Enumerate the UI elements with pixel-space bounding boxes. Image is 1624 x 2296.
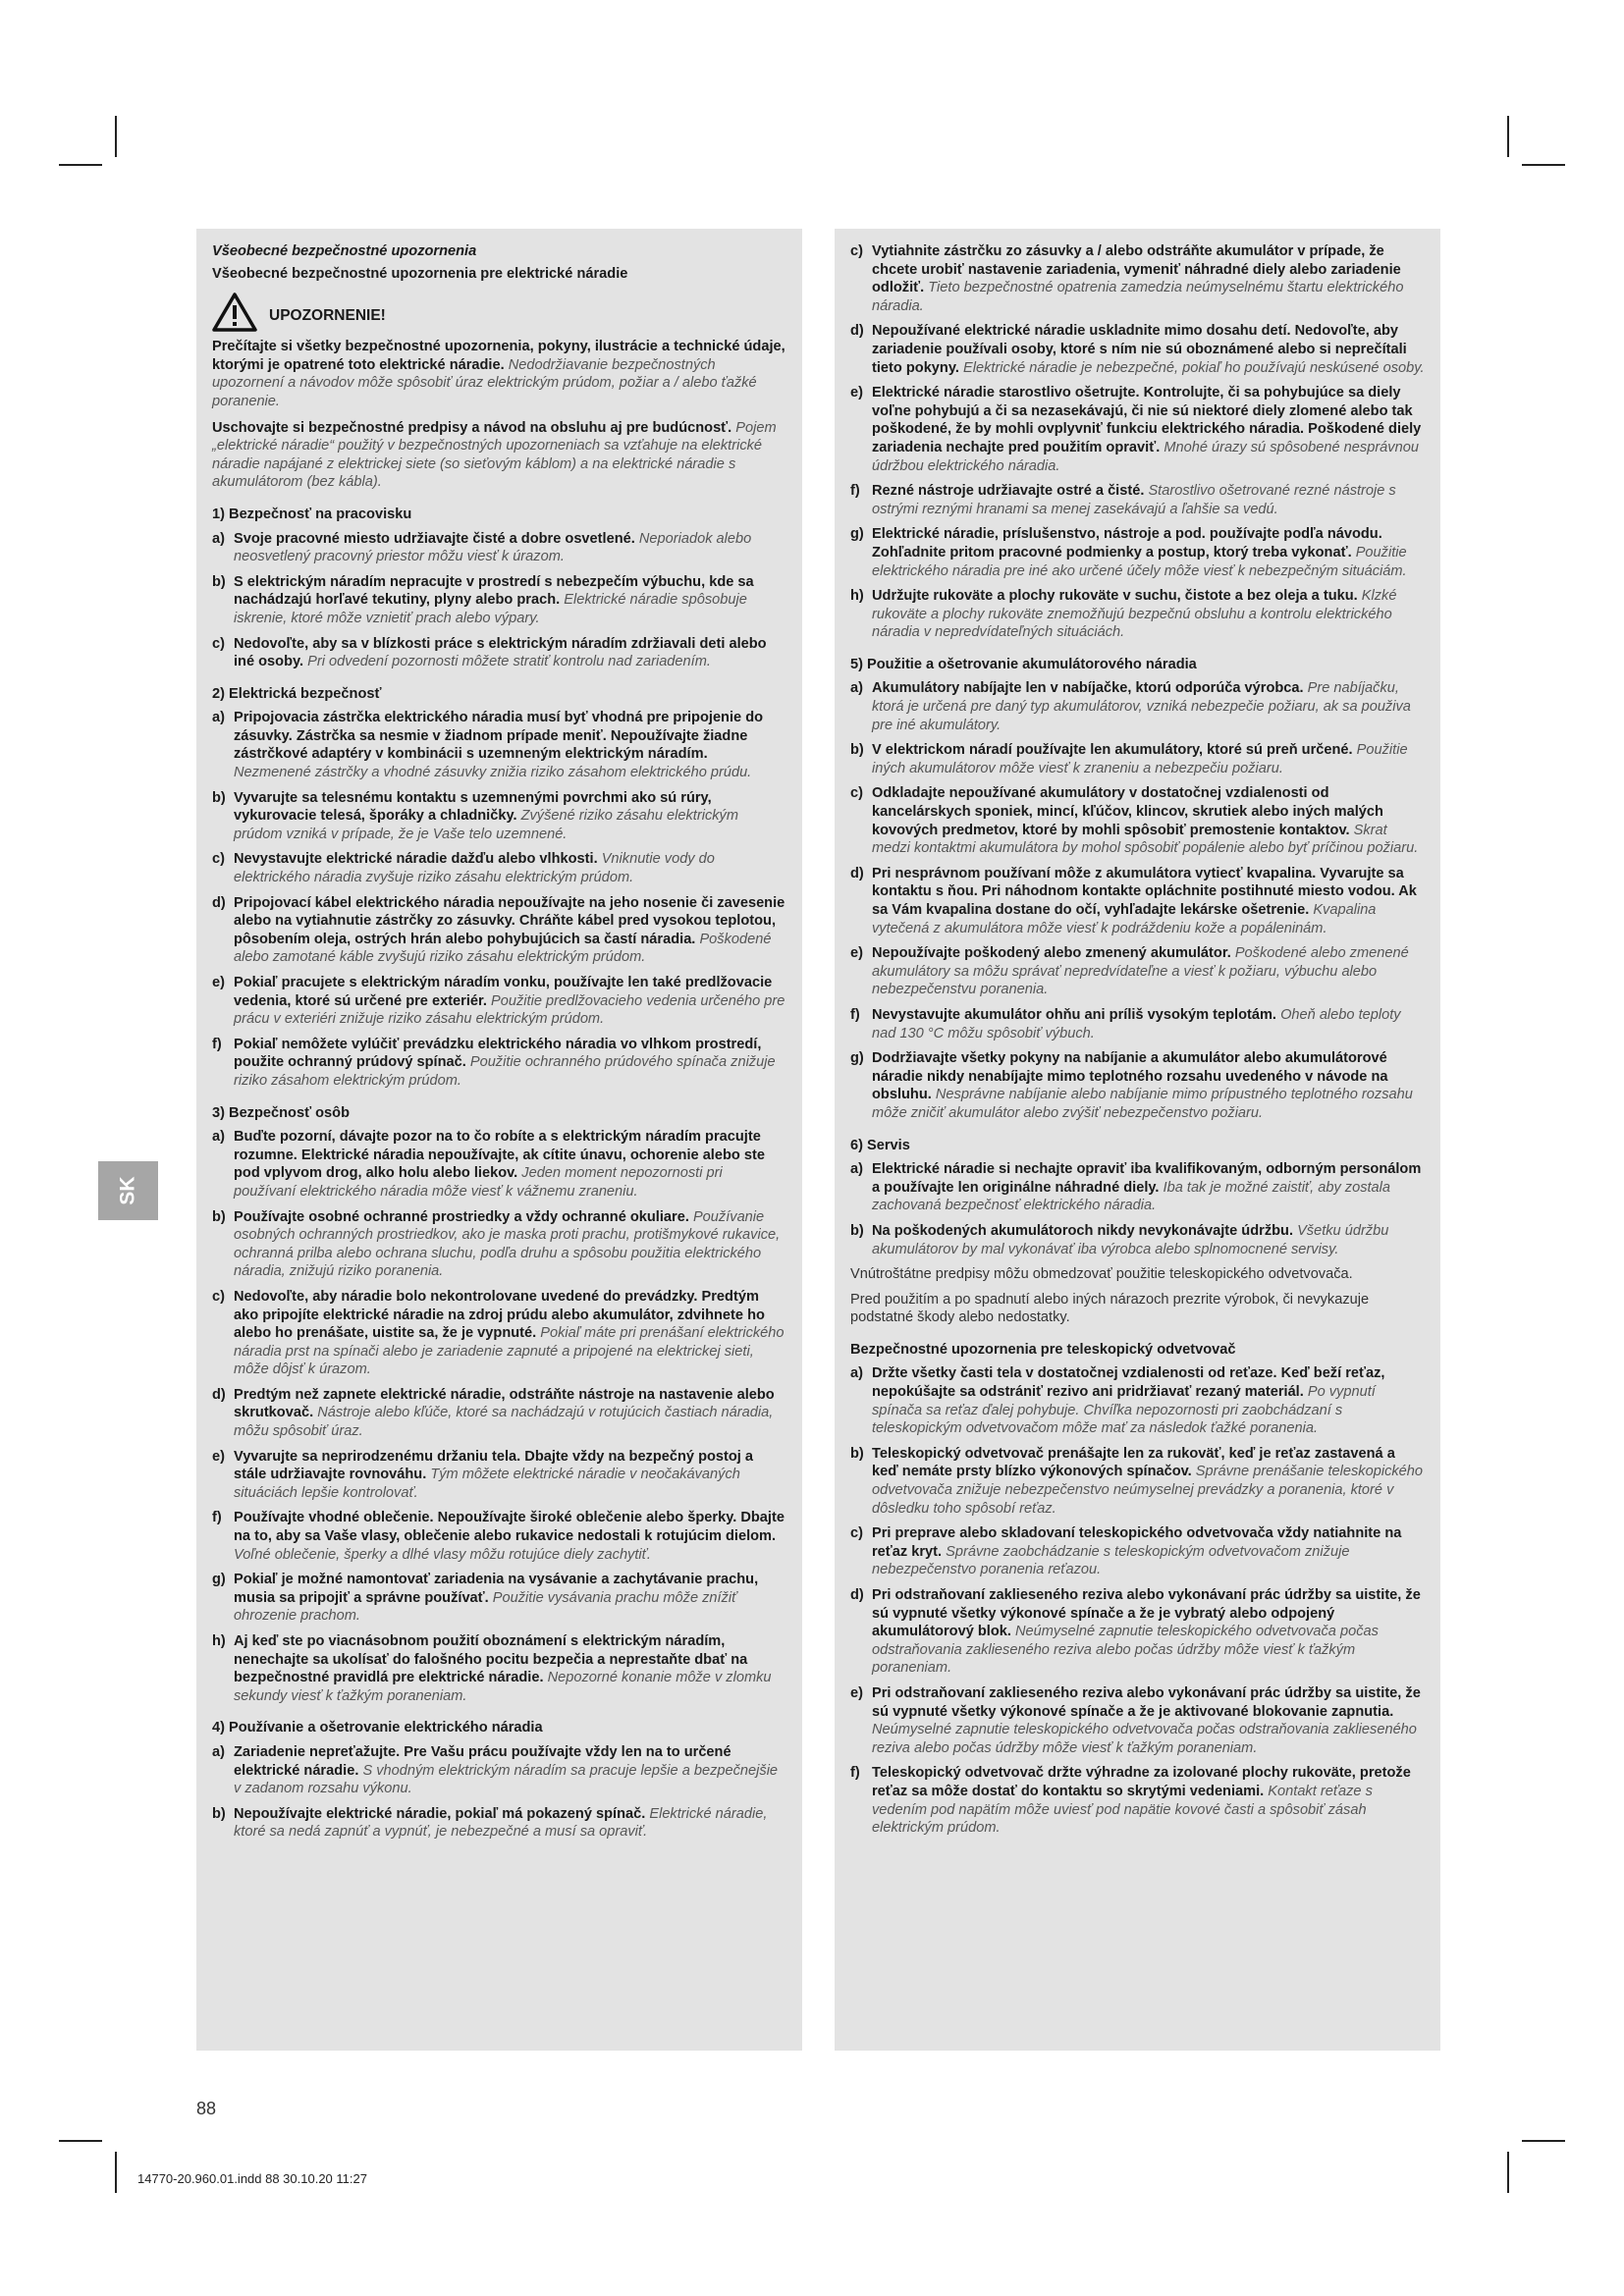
- list-item: [212, 1448, 786, 1503]
- item-letter: e): [850, 385, 863, 401]
- item-list: [212, 1128, 786, 1705]
- item-text: [234, 1448, 786, 1503]
- list-item: [850, 1006, 1425, 1042]
- item-text: [234, 1571, 786, 1626]
- intro-paragraph: Prečítajte si všetky bezpečnostné upozornenia, pokyny, ilustrácie a technické údaje, ktorými je opatrené toto elektrické náradie. Nedodržiavanie bezpečnostných upozornení a návodov môže spôsobiť úraz elektrickým prúdom, požiar a / alebo ťažké poranenie.: [212, 339, 785, 409]
- item-text: [872, 1445, 1425, 1518]
- section-title: 4) Používanie a ošetrovanie elektrického náradia: [212, 1720, 543, 1736]
- item-note-text: Použitie ochranného prúdového spínača znižuje riziko zásahom elektrickým prúdom.: [234, 1054, 776, 1089]
- list-item: [212, 635, 786, 671]
- item-note-text: Starostlivo ošetrované rezné nástroje s ostrými reznými hranami sa menej zasekávajú a ľahšie sa vedú.: [872, 483, 1396, 517]
- item-text: [872, 944, 1425, 999]
- item-bold-text: Na poškodených akumulátoroch nikdy nevykonávajte údržbu.: [872, 1222, 1293, 1239]
- item-letter: c): [212, 1288, 225, 1305]
- item-text: [872, 865, 1425, 937]
- list-item: [850, 1684, 1425, 1757]
- item-bold-text: Používajte osobné ochranné prostriedky a vždy ochranné okuliare.: [234, 1208, 689, 1225]
- item-bold-text: Nepoužívajte elektrické náradie, pokiaľ má pokazený spínač.: [234, 1805, 646, 1822]
- item-note-text: Pokiaľ máte pri prenášaní elektrického náradia prst na spínači alebo je zariadenie zapnuté a pripojené na elektrickej sieti, môže dôjsť k úrazom.: [234, 1325, 785, 1378]
- item-bold-text: Nevystavujte elektrické náradie dažďu alebo vlhkosti.: [234, 851, 598, 868]
- list-item: [212, 1509, 786, 1564]
- section-title: 2) Elektrická bezpečnosť: [212, 685, 382, 702]
- item-note-text: Použitie vysávania prachu môže znížiť ohrozenie prachom.: [234, 1589, 737, 1625]
- item-bold-text: Pokiaľ je možné namontovať zariadenia na vysávanie a zachytávanie prachu, musia sa pripojiť a správne používať.: [234, 1572, 759, 1606]
- item-text: [872, 1006, 1425, 1042]
- item-letter: b): [850, 742, 864, 759]
- list-item: [212, 1036, 786, 1091]
- item-bold-text: Pokiaľ pracujete s elektrickým náradím vonku, používajte len také predlžovacie vedenia, ktoré sú určené pre exteriér.: [234, 975, 773, 1009]
- item-list: [850, 1364, 1425, 1837]
- item-note-text: Nepozorné konanie môže v zlomku sekundy viesť k ťažkým poraneniam.: [234, 1670, 772, 1704]
- item-text: [234, 974, 786, 1029]
- list-item: [850, 1049, 1425, 1122]
- list-item: [850, 1160, 1425, 1215]
- list-item: [850, 587, 1425, 642]
- item-note-text: Poškodené alebo zamotané káble zvyšujú riziko zásahu elektrickým prúdom.: [234, 931, 772, 966]
- item-bold-text: Pri preprave alebo skladovaní teleskopického odvetvovača vždy natiahnite na reťaz kryt.: [872, 1525, 1402, 1560]
- item-note-text: Správne zaobchádzanie s teleskopickým odvetvovačom znižuje nebezpečenstvo poranenia reťazou.: [872, 1543, 1350, 1578]
- item-letter: e): [212, 975, 225, 990]
- item-bold-text: Nedovoľte, aby sa v blízkosti práce s elektrickým náradím zdržiavali deti alebo iné osoby.: [234, 635, 767, 670]
- section: [212, 685, 786, 1091]
- item-bold-text: Akumulátory nabíjajte len v nabíjačke, ktorú odporúča výrobca.: [872, 680, 1304, 697]
- item-note-text: Kontakt reťaze s vedením pod napätím môže uviesť pod napätie kovové časti a spôsobiť zásah elektrickým prúdom.: [872, 1783, 1373, 1837]
- item-bold-text: V elektrickom náradí používajte len akumulátory, ktoré sú preň určené.: [872, 742, 1353, 759]
- item-note-text: Voľné oblečenie, šperky a dlhé vlasy môžu rotujúce diely zachytiť.: [234, 1546, 651, 1563]
- item-note-text: Pri odvedení pozornosti môžete stratiť kontrolu nad zariadením.: [307, 654, 711, 670]
- item-text: [234, 1128, 786, 1201]
- item-list: [850, 679, 1425, 1122]
- item-note-text: Správne prenášanie teleskopického odvetvovača znižuje nebezpečenstvo neúmyselnej prevádzky a poranenia, ktoré v dôsledku toho spôsobí reťaz.: [872, 1464, 1424, 1517]
- item-letter: h): [212, 1633, 226, 1649]
- item-bold-text: Teleskopický odvetvovač prenášajte len za rukoväť, keď je reťaz zastavená a keď nemáte prsty blízko výkonových spínačov.: [872, 1445, 1395, 1480]
- section-title: 3) Bezpečnosť osôb: [212, 1104, 350, 1121]
- item-bold-text: Elektrické náradie si nechajte opraviť iba kvalifikovaným, odborným personálom a používajte len originálne náhradné diely.: [872, 1161, 1422, 1196]
- item-text: [872, 482, 1425, 518]
- item-text: [872, 1222, 1425, 1258]
- item-bold-text: Elektrické náradie, príslušenstvo, nástroje a pod. používajte podľa návodu. Zohľadnite pritom pracovné podmienky a postup, ktorý treba vykonať.: [872, 526, 1382, 561]
- item-text: [234, 709, 786, 781]
- list-item: [212, 1128, 786, 1201]
- item-letter: f): [212, 1036, 222, 1052]
- item-text: [872, 525, 1425, 580]
- crop-mark: [115, 2152, 117, 2193]
- list-item: [850, 1364, 1425, 1437]
- list-item: [850, 242, 1425, 315]
- item-text: [234, 1036, 786, 1091]
- item-letter: f): [212, 1510, 222, 1526]
- list-item: [212, 850, 786, 886]
- item-letter: c): [212, 851, 225, 868]
- list-item: [212, 1288, 786, 1379]
- item-letter: h): [850, 588, 864, 605]
- item-letter: b): [850, 1445, 864, 1462]
- section-subheading: Všeobecné bezpečnostné upozornenia pre elektrické náradie: [212, 265, 628, 282]
- item-bold-text: Predtým než zapnete elektrické náradie, odstráňte nástroje na nastavenie alebo skrutkovač.: [234, 1386, 775, 1421]
- item-list: [850, 242, 1425, 642]
- section: [212, 1104, 786, 1706]
- item-bold-text: Zariadenie nepreťažujte. Pre Vašu prácu používajte vždy len na to určené elektrické náradie.: [234, 1743, 731, 1779]
- section: [850, 1137, 1425, 1259]
- section-title: 1) Bezpečnosť na pracovisku: [212, 506, 412, 522]
- item-bold-text: Svoje pracovné miesto udržiavajte čisté a dobre osvetlené.: [234, 530, 635, 547]
- crop-mark: [1507, 2152, 1509, 2193]
- item-note-text: Kvapalina vytečená z akumulátora môže viesť k podráždeniu kože a popáleninám.: [872, 902, 1377, 936]
- item-text: [234, 789, 786, 844]
- item-text: [234, 1386, 786, 1441]
- item-letter: d): [212, 1386, 226, 1403]
- item-bold-text: Pri nesprávnom používaní môže z akumulátora vytiecť kvapalina. Vyvarujte sa kontaktu s ňou. Pri náhodnom kontakte opláchnite postihnuté miesto vodou. Ak sa Vám kvapalina dostane do očí, vyhľadajte lekárske ošetrenie.: [872, 865, 1417, 918]
- section-heading: Všeobecné bezpečnostné upozornenia: [212, 243, 477, 259]
- item-note-text: Vniknutie vody do elektrického náradia zvyšuje riziko zásahu elektrickým prúdom.: [234, 851, 715, 886]
- section-title: 6) Servis: [850, 1137, 910, 1153]
- left-sections: [212, 506, 786, 1842]
- item-note-text: Použitie predlžovacieho vedenia určeného pre prácu v exteriéri znižuje riziko zásahu elektrickým prúdom.: [234, 992, 785, 1028]
- item-text: [872, 1524, 1425, 1579]
- section: [212, 1719, 786, 1842]
- item-letter: f): [850, 1006, 860, 1023]
- list-item: [850, 784, 1425, 857]
- list-item: [212, 1386, 786, 1441]
- item-text: [234, 850, 786, 886]
- item-letter: b): [212, 573, 226, 590]
- list-item: [850, 679, 1425, 734]
- item-letter: c): [212, 635, 225, 652]
- list-item: [212, 789, 786, 844]
- item-letter: b): [212, 1805, 226, 1822]
- section-title: Bezpečnostné upozornenia pre teleskopický odvetvovač: [850, 1341, 1236, 1358]
- item-letter: g): [850, 526, 864, 543]
- item-text: [872, 679, 1425, 734]
- item-list: [212, 709, 786, 1090]
- right-column: [835, 229, 1440, 2051]
- item-letter: a): [212, 1743, 225, 1760]
- list-item: [850, 525, 1425, 580]
- item-bold-text: Udržujte rukoväte a plochy rukoväte v suchu, čistote a bez oleja a tuku.: [872, 588, 1358, 605]
- item-list: [212, 530, 786, 671]
- item-note-text: Elektrické náradie, ktoré sa nedá zapnúť a vypnúť, je nebezpečné a musí sa opraviť.: [234, 1805, 768, 1841]
- item-text: [872, 384, 1425, 475]
- item-letter: a): [850, 1365, 863, 1382]
- item-list: [850, 1160, 1425, 1258]
- item-note-text: Použitie iných akumulátorov môže viesť k zraneniu a nebezpečiu požiaru.: [872, 742, 1408, 776]
- item-letter: f): [850, 1765, 860, 1782]
- section: [850, 242, 1425, 642]
- item-note-text: Klzké rukoväte a plochy rukoväte znemožňujú bezpečnú obsluhu a kontrolu elektrického náradia v nepredvídateľných situáciách.: [872, 588, 1397, 641]
- list-item: [850, 741, 1425, 777]
- item-text: [234, 530, 786, 566]
- item-letter: a): [212, 530, 225, 547]
- item-text: [234, 573, 786, 628]
- item-letter: b): [850, 1222, 864, 1239]
- item-bold-text: Vyvarujte sa telesnému kontaktu s uzemnenými povrchmi ako sú rúry, vykurovacie telesá, šporáky a chladničky.: [234, 789, 712, 825]
- list-item: [850, 865, 1425, 937]
- item-bold-text: Buďte pozorní, dávajte pozor na to čo robíte a s elektrickým náradím pracujte rozumne. Elektrické náradia nepoužívajte, ak cítite únavu, ochorenie alebo ste pod vplyvom drog, alko holu alebo liekov.: [234, 1129, 765, 1182]
- crop-mark: [115, 116, 117, 157]
- item-letter: g): [850, 1050, 864, 1067]
- item-list: [212, 1743, 786, 1842]
- item-letter: d): [212, 894, 226, 911]
- section-title: 5) Použitie a ošetrovanie akumulátorového náradia: [850, 656, 1197, 672]
- item-text: [872, 242, 1425, 315]
- item-bold-text: Dodržiavajte všetky pokyny na nabíjanie a akumulátor alebo akumulátorové náradie nikdy nenabíjajte mimo teplotného rozsahu uvedeného v návode na obsluhu.: [872, 1050, 1388, 1103]
- page-number: 88: [196, 2099, 217, 2118]
- item-bold-text: Rezné nástroje udržiavajte ostré a čisté.: [872, 483, 1145, 500]
- item-text: [872, 587, 1425, 642]
- item-note-text: Neúmyselné zapnutie teleskopického odvetvovača počas odstraňovania zaklieseného reziva alebo počas údržby môže viesť k ťažkým poraneniam.: [872, 1722, 1417, 1756]
- list-item: [212, 1805, 786, 1842]
- item-text: [872, 784, 1425, 857]
- warning-triangle-icon: [212, 293, 257, 332]
- item-note-text: Mnohé úrazy sú spôsobené nesprávnou údržbou elektrického náradia.: [872, 439, 1419, 474]
- section: [212, 506, 786, 671]
- list-item: [212, 974, 786, 1029]
- item-text: [872, 1364, 1425, 1437]
- item-note-text: Neporiadok alebo neosvetlený pracovný priestor môžu viesť k úrazom.: [234, 530, 752, 565]
- item-letter: c): [850, 785, 863, 802]
- item-text: [872, 1586, 1425, 1678]
- intro-paragraph: Uschovajte si bezpečnostné predpisy a návod na obsluhu aj pre budúcnosť. Pojem „elektrické náradie“ použitý v bezpečnostných upozorneniach sa vzťahuje na elektrické náradie napájané z elektrickej siete (so sieťovým káblom) a na elektrické náradie s akumulátorom (bez kábla).: [212, 419, 777, 491]
- list-item: [850, 1586, 1425, 1678]
- item-letter: e): [212, 1448, 225, 1465]
- crop-mark: [1522, 2140, 1565, 2142]
- item-bold-text: S elektrickým náradím nepracujte v prostredí s nebezpečím výbuchu, kde sa nachádzajú horľavé tekutiny, plyny alebo prach.: [234, 573, 754, 609]
- paragraph: Pred použitím a po spadnutí alebo iných nárazoch prezrite výrobok, či nevykazuje podstatné škody alebo nedostatky.: [850, 1291, 1370, 1326]
- item-bold-text: Držte všetky časti tela v dostatočnej vzdialenosti od reťaze. Keď beží reťaz, nepokúšajte sa odstrániť rezivo ani pridržiavať rezaný materiál.: [872, 1365, 1385, 1401]
- list-item: [850, 322, 1425, 377]
- item-bold-text: Používajte vhodné oblečenie. Nepoužívajte široké oblečenie alebo šperky. Dbajte na to, aby sa Vaše vlasy, oblečenie alebo rukavice nedostali k rotujúcim dielom.: [234, 1510, 785, 1545]
- item-bold-text: Vyvarujte sa neprirodzenému držaniu tela. Dbajte vždy na bezpečný postoj a stále udržiavajte rovnováhu.: [234, 1448, 754, 1483]
- item-bold-text: Vytiahnite zástrčku zo zásuvky a / alebo odstráňte akumulátor v prípade, že chcete urobiť nastavenie zariadenia, vymeniť náhradné diely alebo zariadenie odložiť.: [872, 243, 1401, 296]
- crop-mark: [59, 2140, 102, 2142]
- list-item: [212, 709, 786, 781]
- language-tab: [98, 1161, 158, 1220]
- item-note-text: Po vypnutí spínača sa reťaz ďalej pohybuje. Chvíľka nepozornosti pri zaobchádzaní s teleskopickým odvetvovačom môže mať za následok ťažké poranenia.: [872, 1384, 1376, 1437]
- list-item: [850, 1524, 1425, 1579]
- item-text: [234, 1208, 786, 1281]
- item-note-text: Nesprávne nabíjanie alebo nabíjanie mimo prípustného teplotného rozsahu môže zničiť akumulátor alebo zvýšiť nebezpečenstvo požiaru.: [872, 1087, 1413, 1121]
- item-bold-text: Pri odstraňovaní zaklieseného reziva alebo vykonávaní prác údržby sa uistite, že sú vypnuté všetky výkonové spínače a že je vybratý alebo odpojený akumulátorový blok.: [872, 1587, 1421, 1640]
- item-letter: e): [850, 945, 863, 962]
- list-item: [850, 384, 1425, 475]
- item-letter: b): [212, 789, 226, 806]
- list-item: [212, 530, 786, 566]
- item-letter: d): [850, 323, 864, 340]
- item-note-text: Zvýšené riziko zásahu elektrickým prúdom vzniká v prípade, že je Vaše telo uzemnené.: [234, 808, 739, 842]
- item-letter: a): [212, 710, 225, 726]
- item-text: [234, 1509, 786, 1564]
- item-text: [872, 1764, 1425, 1837]
- item-note-text: Elektrické náradie je nebezpečné, pokiaľ ho používajú neskúsené osoby.: [963, 359, 1425, 376]
- section: [850, 1341, 1425, 1838]
- item-note-text: S vhodným elektrickým náradím sa pracuje lepšie a bezpečnejšie v zadanom rozsahu výkonu.: [234, 1762, 779, 1797]
- item-bold-text: Teleskopický odvetvovač držte výhradne za izolované plochy rukoväte, pretože reťaz sa môže dostať do kontaktu so skrytými vedeniami.: [872, 1765, 1411, 1799]
- item-letter: c): [850, 1525, 863, 1542]
- item-text: [872, 322, 1425, 377]
- crop-mark: [1522, 164, 1565, 166]
- list-item: [850, 1222, 1425, 1258]
- list-item: [850, 1445, 1425, 1518]
- item-letter: a): [212, 1129, 225, 1146]
- item-letter: d): [850, 1587, 864, 1603]
- list-item: [212, 1632, 786, 1705]
- item-letter: b): [212, 1208, 226, 1225]
- right-sections: [850, 242, 1425, 1258]
- item-note-text: Použitie elektrického náradia pre iné ako určené účely môže viesť k nebezpečným situáciám.: [872, 544, 1407, 579]
- item-text: [234, 1288, 786, 1379]
- language-tab-label: SK: [116, 1176, 139, 1205]
- warning-label: UPOZORNENIE!: [269, 306, 386, 324]
- list-item: [850, 482, 1425, 518]
- list-item: [212, 573, 786, 628]
- list-item: [212, 1208, 786, 1281]
- item-letter: g): [212, 1572, 226, 1588]
- item-note-text: Poškodené alebo zmenené akumulátory sa môžu správať nepredvídateľne a viesť k požiaru, výbuchu alebo nebezpečenstvu poranenia.: [872, 945, 1409, 998]
- item-text: [234, 894, 786, 967]
- item-bold-text: Nepoužívajte poškodený alebo zmenený akumulátor.: [872, 945, 1231, 962]
- item-note-text: Všetku údržbu akumulátorov by mal vykonávať iba výrobca alebo splnomocnené servisy.: [872, 1222, 1389, 1257]
- list-item: [212, 894, 786, 967]
- list-item: [850, 1764, 1425, 1837]
- item-note-text: Tieto bezpečnostné opatrenia zamedzia neúmyselnému štartu elektrického náradia.: [872, 280, 1404, 314]
- item-text: [234, 635, 786, 671]
- item-letter: a): [850, 1161, 863, 1178]
- item-note-text: Nezmenené zástrčky a vhodné zásuvky znižia riziko zásahom elektrického prúdu.: [234, 765, 752, 781]
- item-note-text: Iba tak je možné zaistiť, aby zostala zachovaná bezpečnosť elektrického náradia.: [872, 1179, 1391, 1214]
- item-note-text: Skrat medzi kontaktmi akumulátora by mohol spôsobiť popálenie alebo byť príčinou požiaru.: [872, 822, 1419, 857]
- item-bold-text: Nedovoľte, aby náradie bolo nekontrolovane uvedené do prevádzky. Predtým ako pripojíte elektrické náradie na zdroj prúdu alebo akumulátor, zdvihnete ho alebo ho prenášate, uistite sa, že je vypnuté.: [234, 1288, 765, 1342]
- item-note-text: Používanie osobných ochranných prostriedkov, ako je maska proti prachu, protišmykové rukavice, ochranná prilba alebo ochrana sluchu, podľa druhu a spôsobu použitia elektrického náradia, znižujú riziko poranenia.: [234, 1208, 781, 1280]
- item-note-text: Elektrické náradie spôsobuje iskrenie, ktoré môže vznietiť prach alebo výpary.: [234, 592, 747, 626]
- item-letter: f): [850, 483, 860, 500]
- item-bold-text: Aj keď ste po viacnásobnom použití oboznámení s elektrickým náradím, nenechajte sa ukolísať do falošného pocitu bezpečia a neprestaňte dbať na bezpečnostné pravidlá pre elektrické náradie.: [234, 1633, 748, 1686]
- item-letter: c): [850, 243, 863, 259]
- item-letter: e): [850, 1684, 863, 1701]
- list-item: [212, 1743, 786, 1798]
- item-note-text: Tým môžete elektrické náradie v neočakávaných situáciách lepšie kontrolovať.: [234, 1467, 740, 1501]
- item-text: [872, 1684, 1425, 1757]
- crop-mark: [1507, 116, 1509, 157]
- print-footer: 14770-20.960.01.indd 88 30.10.20 11:27: [137, 2171, 367, 2186]
- section: [850, 656, 1425, 1123]
- item-text: [234, 1805, 786, 1842]
- item-letter: d): [850, 865, 864, 881]
- list-item: [850, 944, 1425, 999]
- warning-block: [212, 293, 786, 332]
- item-letter: a): [850, 680, 863, 697]
- item-text: [234, 1632, 786, 1705]
- item-bold-text: Nepoužívané elektrické náradie uskladnite mimo dosahu detí. Nedovoľte, aby zariadenie používali osoby, ktoré s ním nie sú oboznámené alebo si neprečítali tieto pokyny.: [872, 323, 1407, 376]
- item-text: [234, 1743, 786, 1798]
- item-bold-text: Pokiaľ nemôžete vylúčiť prevádzku elektrického náradia vo vlhkom prostredí, použite ochranný prúdový spínač.: [234, 1036, 762, 1071]
- item-note-text: Nástroje alebo kľúče, ktoré sa nachádzajú v rotujúcich častiach náradia, môžu spôsobiť úraz.: [234, 1405, 774, 1440]
- item-note-text: Jeden moment nepozornosti pri používaní elektrického náradia môže viesť k vážnemu zraneniu.: [234, 1165, 723, 1200]
- crop-mark: [59, 164, 102, 166]
- item-bold-text: Odkladajte nepoužívané akumulátory v dostatočnej vzdialenosti od kancelárskych sponiek, mincí, kľúčov, klincov, skrutiek alebo iných malých kovových predmetov, ktoré by mohli spôsobiť premostenie kontaktov.: [872, 785, 1383, 838]
- item-note-text: Neúmyselné zapnutie teleskopického odvetvovača počas odstraňovania zaklieseného reziva alebo počas údržby môže viesť k ťažkým poraneniam.: [872, 1624, 1379, 1677]
- item-note-text: Oheň alebo teploty nad 130 °C môžu spôsobiť výbuch.: [872, 1006, 1401, 1041]
- item-note-text: Pre nabíjačku, ktorá je určená pre daný typ akumulátorov, vzniká nebezpečie požiaru, ak sa použiva pre iné akumulátory.: [872, 680, 1411, 733]
- paragraph: Vnútroštátne predpisy môžu obmedzovať použitie teleskopického odvetvovača.: [850, 1266, 1353, 1283]
- item-bold-text: Pripojovací kábel elektrického náradia nepoužívajte na jeho nosenie či zavesenie alebo na vytiahnutie zástrčky zo zásuvky. Chráňte kábel pred vysokou teplotou, pôsobením oleja, ostrých hrán alebo pohybujúcich sa častí náradia.: [234, 894, 785, 947]
- list-item: [212, 1571, 786, 1626]
- item-bold-text: Pri odstraňovaní zaklieseného reziva alebo vykonávaní prác údržby sa uistite, že sú vypnuté všetky výkonové spínače a že je aktivované blokovanie zapnutia.: [872, 1684, 1421, 1720]
- item-text: [872, 1049, 1425, 1122]
- item-bold-text: Elektrické náradie starostlivo ošetrujte. Kontrolujte, či sa pohybujúce sa diely voľne pohybujú a či sa nezasekávajú, či nie sú niektoré diely zlomené alebo tak poškodené, že by mohli ovplyvniť funkciu elektrického náradia. Poškodené diely zariadenia nechajte pred použitím opraviť.: [872, 385, 1422, 455]
- left-column: [196, 229, 802, 2051]
- item-text: [872, 1160, 1425, 1215]
- item-bold-text: Pripojovacia zástrčka elektrického náradia musí byť vhodná pre pripojenie do zásuvky. Zástrčka sa nesmie v žiadnom prípade meniť. Nepoužívajte žiadne zástrčkové adaptéry v kombinácii s uzemneným elektrickým náradím.: [234, 710, 764, 763]
- item-text: [872, 741, 1425, 777]
- item-bold-text: Nevystavujte akumulátor ohňu ani príliš vysokým teplotám.: [872, 1006, 1276, 1023]
